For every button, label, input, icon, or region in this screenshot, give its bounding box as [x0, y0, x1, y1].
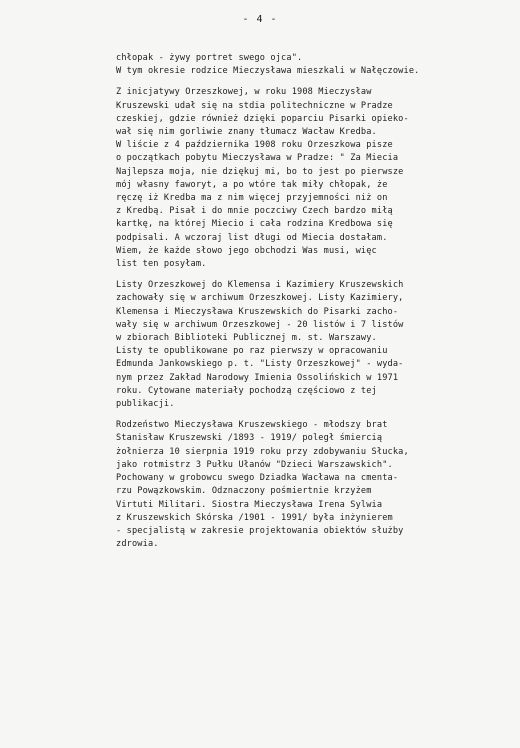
text-line: Virtuti Militari. Siostra Mieczysława Irena Sylwia [116, 499, 383, 510]
text-line: W liście z 4 października 1908 roku Orzeszkowa pisze [116, 140, 393, 151]
document-body [116, 52, 496, 551]
text-line: z Kredbą. Pisał i do mnie poczciwy Czech bardzo miłą [116, 206, 393, 217]
text-line: Edmunda Jankowskiego p. t. "Listy Orzeszkowej" - wyda- [116, 359, 404, 370]
text-line: Pochowany w grobowcu swego Dziadka Wacława na cmenta- [116, 473, 399, 484]
paragraph [116, 419, 496, 551]
paragraph-gap [116, 271, 496, 279]
text-line: W tym okresie rodzice Mieczysława mieszkali w Nałęczowie. [116, 66, 420, 77]
text-line: żołnierza 10 sierpnia 1919 roku przy zdobywaniu Słucka, [116, 446, 409, 457]
text-line: publikacji. [116, 399, 175, 410]
text-line: rzu Powązkowskim. Odznaczony pośmiertnie krzyżem [116, 486, 372, 497]
text-line: kartkę, na której Miecio i cała rodzina Kredbowa się [116, 219, 393, 230]
paragraph [116, 279, 496, 411]
paragraph [116, 86, 496, 271]
text-line: Kruszewski udał się na stdia politechniczne w Pradze [116, 100, 393, 111]
text-line: wał się nim gorliwie znany tłumacz Wacław Kredba. [116, 127, 377, 138]
text-line: wały się w archiwum Orzeszkowej - 20 listów i 7 listów [116, 319, 404, 330]
paragraph-gap [116, 78, 496, 86]
text-line: o początkach pobytu Mieczysława w Pradze: " Za Miecia [116, 153, 399, 164]
text-line: list ten posyłam. [116, 259, 207, 270]
text-line: Rodzeństwo Mieczysława Kruszewskiego - młodszy brat [116, 420, 388, 431]
text-line: Listy te opublikowane po raz pierwszy w opracowaniu [116, 346, 388, 357]
text-line: w zbiorach Biblioteki Publicznej m. st. Warszawy. [116, 333, 377, 344]
text-line: nym przez Zakład Narodowy Imienia Ossolińskich w 1971 [116, 372, 399, 383]
text-line: mój własny faworyt, a po wtóre tak miły chłopak, że [116, 179, 388, 190]
text-line: ręczę iż Kredba ma z nim więcej przyjemności niż on [116, 193, 388, 204]
text-line: Z inicjatywy Orzeszkowej, w roku 1908 Mieczysław [116, 87, 372, 98]
text-line: Najlepsza moja, nie dziękuj mi, bo to jest po pierwsze [116, 166, 404, 177]
paragraph-gap [116, 411, 496, 419]
text-line: roku. Cytowane materiały pochodzą częściowo z tej [116, 385, 377, 396]
text-line: Stanisław Kruszewski /1893 - 1919/ poległ śmiercią [116, 433, 383, 444]
text-line: podpisali. A wczoraj list długi od Miecia dostałam. [116, 232, 388, 243]
text-line: z Kruszewskich Skórska /1901 - 1991/ była inżynierem [116, 512, 393, 523]
text-line: jako rotmistrz 3 Pułku Ułanów "Dzieci Warszawskich". [116, 459, 393, 470]
text-line: zdrowia. [116, 539, 159, 550]
text-line: Listy Orzeszkowej do Klemensa i Kazimiery Kruszewskich [116, 280, 404, 291]
text-line: chłopak - żywy portret swego ojca". [116, 53, 303, 63]
text-line: czeskiej, gdzie również dzięki poparciu Pisarki opieko- [116, 113, 409, 124]
text-line: - specjalistą w zakresie projektowania obiektów służby [116, 525, 404, 536]
text-line: Klemensa i Mieczysława Kruszewskich do Pisarki zacho- [116, 306, 399, 317]
paragraph [116, 52, 496, 78]
text-line: zachowały się w archiwum Orzeszkowej. Listy Kazimiery, [116, 293, 404, 304]
text-line: Wiem, że każde słowo jego obchodzi Was musi, więc [116, 245, 377, 256]
page-number: - 4 - [242, 14, 278, 25]
